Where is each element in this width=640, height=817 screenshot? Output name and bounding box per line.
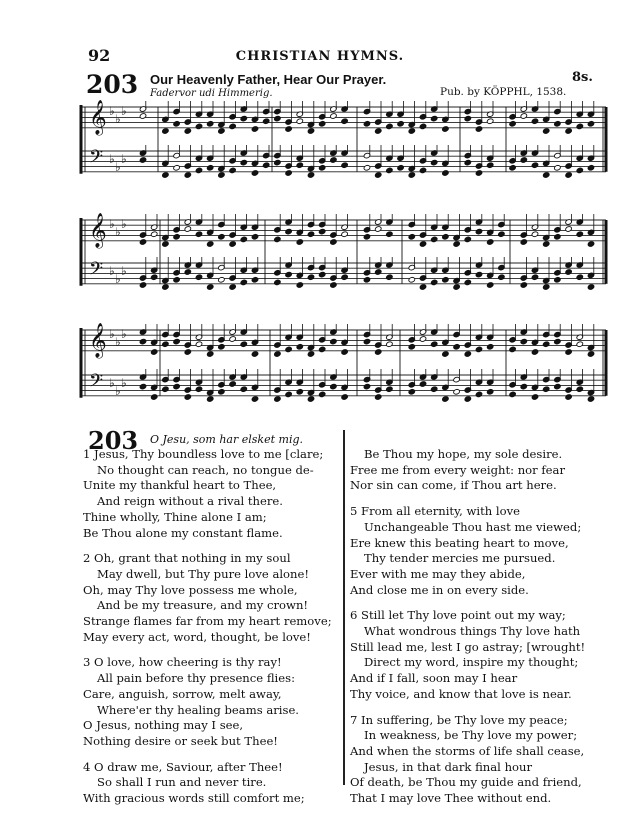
- music-system: [81, 323, 606, 402]
- verse-line: And reign without a rival there.: [97, 494, 283, 509]
- verse-line: 6 Still let Thy love point out my way;: [350, 608, 566, 623]
- svg-text:♭: ♭: [121, 376, 127, 390]
- stanza: [350, 608, 615, 702]
- verse-line: Where'er thy healing beams arise.: [97, 702, 299, 717]
- verse-line: 3 O love, how cheering is thy ray!: [83, 655, 282, 670]
- svg-text:𝄢: 𝄢: [89, 259, 104, 284]
- verse-line: 2 Oh, grant that nothing in my soul: [83, 551, 291, 566]
- verse-line: Strange flames far from my heart remove;: [83, 614, 332, 629]
- verse-line: Nothing desire or seek but Thee!: [83, 733, 278, 748]
- verse-line: That I may love Thee without end.: [350, 791, 552, 806]
- music-system: [81, 100, 606, 178]
- verse-column-right: [350, 447, 615, 817]
- verse-line: May dwell, but Thy pure love alone!: [97, 566, 310, 581]
- svg-text:♭: ♭: [109, 152, 115, 166]
- hymn-title: Our Heavenly Father, Hear Our Prayer.: [150, 72, 387, 87]
- stanza: [350, 713, 615, 807]
- svg-text:♭: ♭: [121, 217, 127, 231]
- svg-text:♭: ♭: [109, 104, 115, 118]
- svg-text:♭: ♭: [121, 327, 127, 341]
- stanza: [83, 655, 341, 749]
- svg-text:♭: ♭: [109, 264, 115, 278]
- svg-text:𝄞: 𝄞: [89, 100, 107, 135]
- verse-line: 5 From all eternity, with love: [350, 504, 520, 519]
- verse-line: Unchangeable Thou hast me viewed;: [364, 519, 582, 534]
- verse-line: Direct my word, inspire my thought;: [364, 655, 579, 670]
- svg-text:♭: ♭: [109, 217, 115, 231]
- running-head: CHRISTIAN HYMNS.: [235, 49, 405, 64]
- stanza: [350, 504, 615, 598]
- svg-text:𝄢: 𝄢: [89, 147, 104, 172]
- svg-text:𝄢: 𝄢: [89, 371, 104, 396]
- svg-text:𝄞: 𝄞: [89, 323, 107, 358]
- verse-line: Care, anguish, sorrow, melt away,: [83, 686, 282, 701]
- verse-line: Free me from every weight: nor fear: [350, 462, 565, 477]
- verse-line: Still lead me, lest I go astray; [wrought!: [350, 639, 586, 654]
- verse-line: 1 Jesus, Thy boundless love to me [clare;: [83, 447, 324, 461]
- verse-line: In weakness, be Thy love my power;: [364, 728, 578, 743]
- svg-text:♭: ♭: [115, 384, 121, 398]
- verse-line: Thy voice, and know that love is near.: [350, 686, 572, 701]
- verse-line: Unite my thankful heart to Thee,: [83, 478, 277, 493]
- verse-line: May every act, word, thought, be love!: [83, 629, 311, 644]
- stanza: [83, 447, 341, 541]
- music-system: [81, 213, 606, 290]
- verse-line: Oh, may Thy love possess me whole,: [83, 582, 298, 597]
- verse-line: With gracious words still comfort me;: [83, 791, 305, 806]
- hymn-original-title: Fadervor udi Himmerig.: [150, 88, 273, 99]
- hymn-number: 203: [86, 70, 139, 99]
- verse-line: So shall I run and never tire.: [97, 775, 267, 790]
- verse-line: Jesus, in that dark final hour: [364, 759, 533, 774]
- svg-text:♭: ♭: [109, 376, 115, 390]
- stanza: [83, 760, 341, 807]
- verse-line: 4 O draw me, Saviour, after Thee!: [83, 759, 283, 774]
- svg-text:♭: ♭: [115, 160, 121, 174]
- verse-line: And when the storms of life shall cease,: [350, 743, 585, 758]
- svg-text:♭: ♭: [115, 272, 121, 286]
- verse-line: No thought can reach, no tongue de-: [97, 462, 314, 477]
- stanza: [83, 551, 341, 645]
- svg-text:𝄞: 𝄞: [89, 213, 107, 248]
- verse-line: 7 In suffering, be Thy love my peace;: [350, 712, 568, 727]
- svg-text:♭: ♭: [121, 104, 127, 118]
- verse-column-left: [83, 447, 341, 817]
- verse-line: What wondrous things Thy love hath: [364, 624, 581, 639]
- svg-text:♭: ♭: [121, 264, 127, 278]
- verse-line: Thy tender mercies me pursued.: [364, 551, 556, 566]
- page-number: 92: [88, 46, 111, 65]
- verse-line: Nor sin can come, if Thou art here.: [350, 478, 557, 493]
- svg-text:♭: ♭: [109, 327, 115, 341]
- verse-line: Thine wholly, Thine alone I am;: [83, 509, 267, 524]
- hymn-publication: Pub. by KÖPPHL, 1538.: [440, 86, 567, 98]
- svg-text:♭: ♭: [115, 225, 121, 239]
- verse-line: Be Thou my hope, my sole desire.: [364, 447, 563, 461]
- verse-line: Ever with me may they abide,: [350, 566, 526, 581]
- verse-line: And close me in on every side.: [350, 582, 529, 597]
- verse-line: All pain before thy presence flies:: [97, 671, 295, 686]
- verse-line: And if I fall, soon may I hear: [350, 671, 518, 686]
- hymn-meter: 8s.: [572, 70, 593, 85]
- stanza: [350, 447, 615, 494]
- hymn-text-number: 203: [88, 426, 139, 455]
- verse-line: And be my treasure, and my crown!: [97, 598, 309, 613]
- verse-line: Ere knew this beating heart to move,: [350, 535, 569, 550]
- column-divider: [343, 430, 345, 785]
- svg-text:♭: ♭: [115, 112, 121, 126]
- verse-line: O Jesus, nothing may I see,: [83, 718, 244, 733]
- hymn-text-original-title: O Jesu, som har elsket mig.: [150, 433, 304, 446]
- svg-text:♭: ♭: [115, 335, 121, 349]
- svg-text:♭: ♭: [121, 152, 127, 166]
- verse-line: Be Thou alone my constant flame.: [83, 525, 283, 540]
- verse-line: Of death, be Thou my guide and friend,: [350, 775, 582, 790]
